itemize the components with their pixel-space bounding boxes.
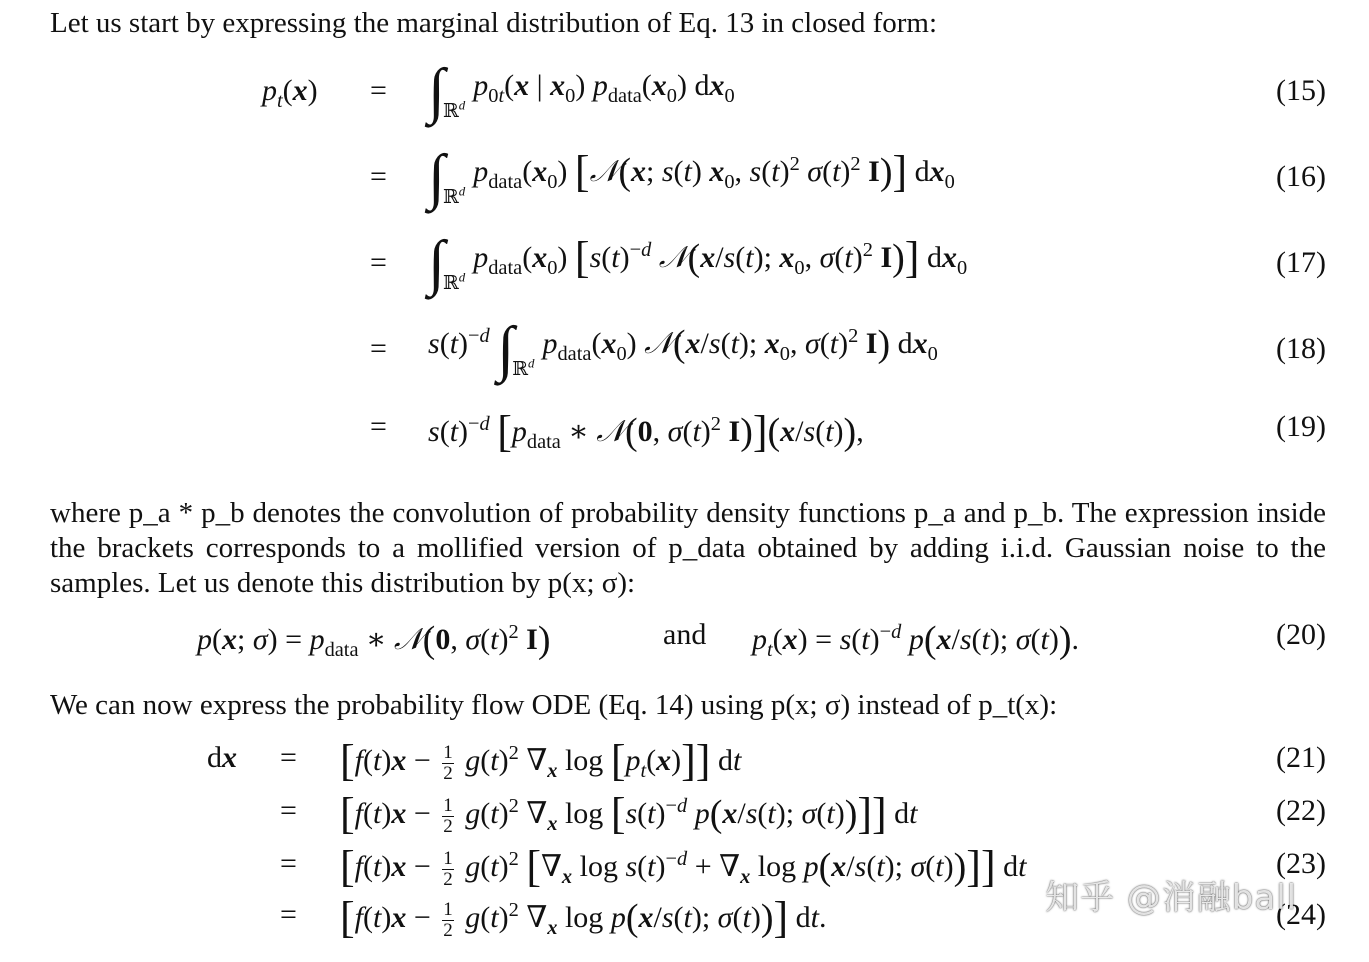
eq18-number: (18) [1276, 332, 1326, 365]
equation-19 [0, 400, 1369, 470]
eq24-equals: = [280, 898, 297, 931]
equation-18 [0, 315, 1369, 388]
equation-16 [0, 143, 1369, 216]
eq15-lhs: $p_t(x)$ [262, 74, 318, 112]
convolution-text: where p_a * p_b denotes the convolution of probability density functions p_a and p_b. The expression inside the brackets corresponds to a mollified version of p_data obtained by adding i.i.d. Gaussian noise to the samples. Let us denote this distribution by p(x; σ): [50, 497, 1326, 599]
equation-17 [0, 229, 1369, 302]
convolution-paragraph [50, 496, 1326, 601]
eq15-number: (15) [1276, 74, 1326, 107]
eq17-equals: = [370, 246, 387, 279]
eq24-rhs: [f(t)x − $\frac{1}{2}$ $g(t)^2$ $\nabla_x$ log p(x/s(t); σ(t))] dt. [340, 893, 827, 942]
eq21-equals: = [280, 741, 297, 774]
eq23-equals: = [280, 847, 297, 880]
eq16-number: (16) [1276, 160, 1326, 193]
eq23-number: (23) [1276, 847, 1326, 880]
eq18-equals: = [370, 332, 387, 365]
ode-paragraph [50, 688, 1326, 723]
eq18-rhs: $s(t)^{-d}$ $\int_{ℝ^d}p_{data}(x_0)$ 𝒩(x/s(t); $x_0$, $\sigma(t)^2$ I) $dx_0$ [428, 315, 938, 383]
eq16-equals: = [370, 160, 387, 193]
equation-20 [0, 610, 1369, 680]
eq22-number: (22) [1276, 794, 1326, 827]
equation-15 [0, 57, 1369, 130]
eq20-number: (20) [1276, 618, 1326, 651]
eq20-left: p(x; $\sigma) = p_{data}$ ∗ 𝒩(0, $\sigma(t)^2$ I) [197, 619, 551, 661]
eq16-rhs: $\int_{ℝ^d}p_{data}(x_0)$ [𝒩(x; s(t) $x_0$, $s(t)^2$ $\sigma(t)^2$ I)] $dx_0$ [428, 143, 955, 211]
eq19-number: (19) [1276, 410, 1326, 443]
intro-paragraph [50, 6, 1326, 41]
eq22-equals: = [280, 794, 297, 827]
eq19-rhs: $s(t)^{-d}$ [$p_{data}$ ∗ 𝒩(0, $\sigma(t)^2$ I)](x/s(t)), [428, 407, 864, 456]
intro-text: Let us start by expressing the marginal distribution of Eq. 13 in closed form: [50, 7, 938, 39]
eq20-and: and [663, 618, 707, 651]
eq20-right: $p_t(x) = s(t)^{-d}$ p(x/s(t); σ(t)). [752, 619, 1079, 661]
eq24-number: (24) [1276, 898, 1326, 931]
eq19-equals: = [370, 410, 387, 443]
eq22-rhs: [f(t)x − $\frac{1}{2}$ $g(t)^2$ $\nabla_x$ $\log [s(t)^{-d}$ p(x/s(t); σ(t))]] dt [340, 789, 918, 838]
eq21-lhs: dx [207, 741, 237, 774]
eq17-rhs: $\int_{ℝ^d}p_{data}(x_0)$ [$s(t)^{-d}$ 𝒩(x/s(t); $x_0$, $\sigma(t)^2$ I)] $dx_0$ [428, 229, 968, 297]
ode-text: We can now express the probability flow ODE (Eq. 14) using p(x; σ) instead of p_t(x): [50, 689, 1058, 721]
eq17-number: (17) [1276, 246, 1326, 279]
eq15-equals: = [370, 74, 387, 107]
eq21-number: (21) [1276, 741, 1326, 774]
eq21-rhs: [f(t)x − $\frac{1}{2}$ $g(t)^2$ $\nabla_x$ $\log [p_t(x)]$] dt [340, 736, 742, 785]
eq15-rhs: $\int_{ℝ^d}p_{0t}(x$ | $x_0$) $p_{data}(x_0)$ $dx_0$ [428, 57, 735, 125]
watermark: 知乎 @消融ball [1045, 878, 1298, 918]
eq23-rhs: [f(t)x − $\frac{1}{2}$ $g(t)^2$ [$\nabla_x$ $\log s(t)^{-d} + \nabla_x$ log p(x/s(t); σ(t))]] dt [340, 842, 1027, 891]
